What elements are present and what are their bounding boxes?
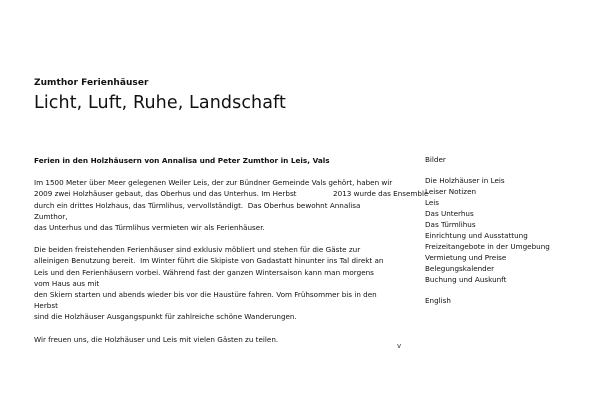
nav-link-leis[interactable]: Leis [425, 198, 440, 208]
nav-link-unterhus[interactable]: Das Unterhus [425, 209, 474, 219]
text-line: den Skiern starten und abends wieder bis vor die Haustüre fahren. Vom Frühsommer bis in den [34, 290, 377, 300]
text-line: Im 1500 Meter über Meer gelegenen Weiler Leis, der zur Bündner Gemeinde Vals gehört, haben wir [34, 178, 393, 188]
language-link-english[interactable]: English [425, 295, 451, 305]
page-title: Licht, Luft, Ruhe, Landschaft [34, 93, 286, 113]
text-line: Die beiden freistehenden Ferienhäuser sind exklusiv möbliert und stehen für die Gäste zur [34, 245, 361, 255]
nav-link-notizen[interactable]: Leiser Notizen [425, 187, 477, 197]
text-line: 2009 zwei Holzhäuser gebaut, das Oberhus und das Unterhus. Im Herbst 2013 wurde das Ensemble [34, 189, 429, 199]
text-line: Zumthor, [34, 211, 68, 221]
content-heading: Ferien in den Holzhäusern von Annalisa und Peter Zumthor in Leis, Vals [34, 156, 330, 165]
text-line: sind die Holzhäuser Ausgangspunkt für zahlreiche schöne Wanderungen. [34, 312, 297, 322]
nav-link-freizeit[interactable]: Freizeitangebote in der Umgebung [425, 241, 550, 251]
main-content [34, 155, 429, 356]
nav-link-tuermlihus[interactable]: Das Türmlihus [425, 220, 476, 230]
sidebar-nav [425, 155, 550, 307]
nav-link-holzhaeuser[interactable]: Die Holzhäuser in Leis [425, 176, 505, 186]
text-line: vom Haus aus mit [34, 278, 100, 288]
text-line: alleinigen Benutzung bereit. Im Winter führt die Skipiste von Gadastatt hinunter ins Tal direkt an [34, 256, 384, 266]
nav-spacer [425, 166, 550, 177]
text-line: Wir freuen uns, die Holzhäuser und Leis mit vielen Gästen zu teilen. [34, 334, 279, 344]
nav-link-vermietung[interactable]: Vermietung und Preise [425, 252, 507, 262]
text-line: durch ein drittes Holzhaus, das Türmlihus, vervollständigt. Das Oberhus bewohnt Annalisa [34, 200, 361, 210]
scroll-down-icon[interactable]: v [397, 342, 402, 350]
paragraph-intro [34, 177, 429, 233]
nav-spacer [425, 285, 550, 296]
nav-link-einrichtung[interactable]: Einrichtung und Ausstattung [425, 230, 528, 240]
site-name[interactable]: Zumthor Ferienhäuser [34, 78, 149, 88]
paragraph-houses [34, 244, 394, 322]
nav-link-buchung[interactable]: Buchung und Auskunft [425, 274, 507, 284]
paragraph-closing [34, 334, 394, 345]
text-line: Herbst [34, 301, 58, 311]
nav-link-belegung[interactable]: Belegungskalender [425, 263, 495, 273]
text-line: das Unterhus und das Türmlihus vermieten wir als Ferienhäuser. [34, 223, 265, 233]
nav-link-bilder[interactable]: Bilder [425, 155, 446, 164]
text-line: Leis und den Ferienhäusern vorbei. Während fast der ganzen Wintersaison kann man morgens [34, 267, 374, 277]
